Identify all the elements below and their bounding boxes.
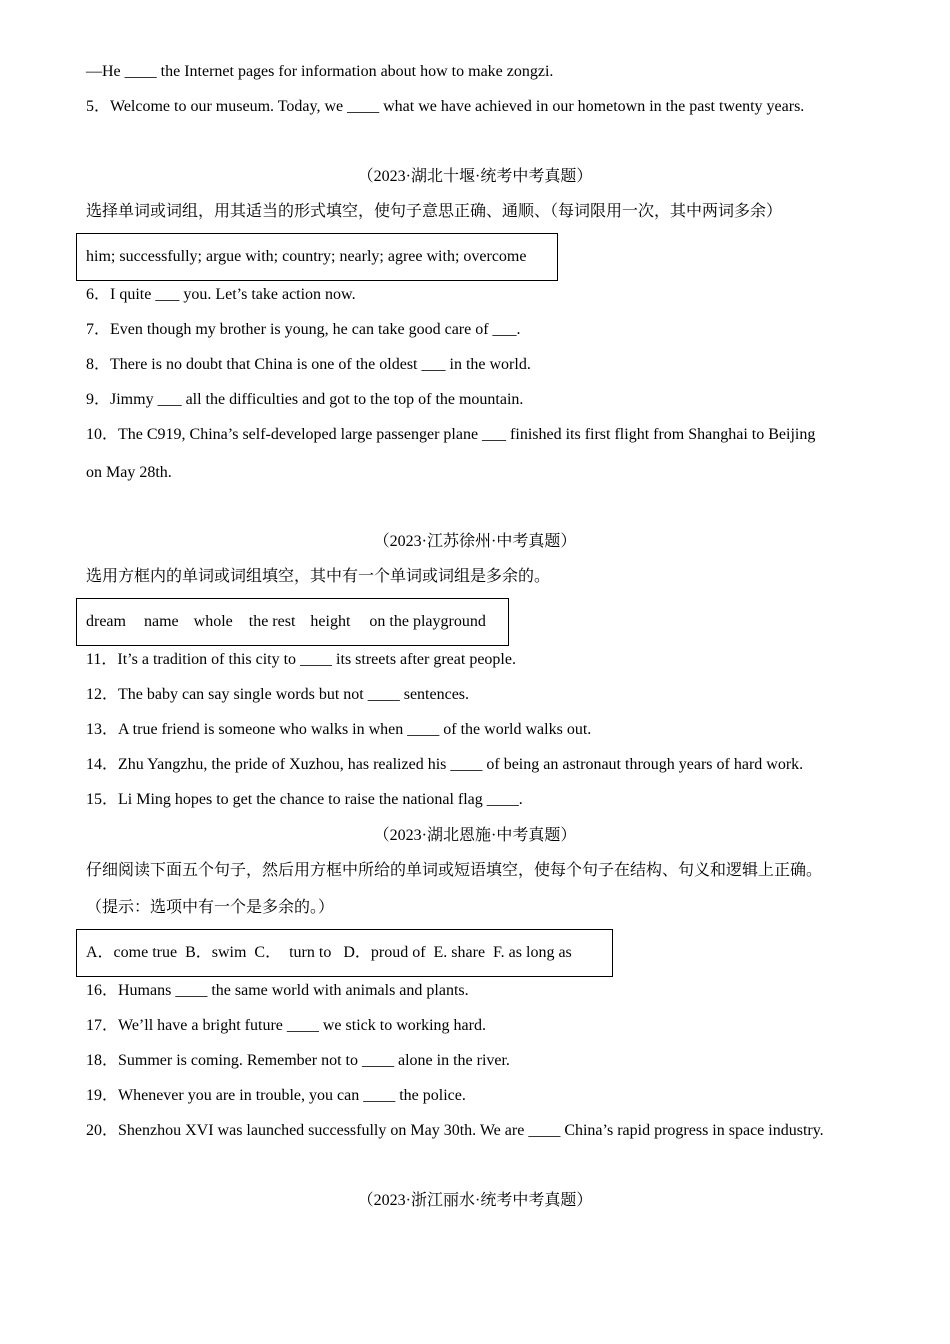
question-16: 16．Humans ____ the same world with animals and plants. <box>86 982 469 999</box>
box-word: name <box>143 613 179 630</box>
question-9: 9．Jimmy ___ all the difficulties and got to the top of the mountain. <box>86 391 524 408</box>
question-15: 15．Li Ming hopes to get the chance to raise the national flag ____. <box>86 791 523 808</box>
section1-word-box: him; successfully; argue with; country; nearly; agree with; overcome <box>76 233 558 281</box>
section1-source: （2023·湖北十堰·统考中考真题） <box>357 168 593 185</box>
box-word: dream <box>86 613 126 630</box>
question-18: 18．Summer is coming. Remember not to ____ alone in the river. <box>86 1052 510 1069</box>
question-17: 17．We’ll have a bright future ____ we stick to working hard. <box>86 1017 486 1034</box>
section3-instruction: 仔细阅读下面五个句子，然后用方框中所给的单词或短语填空，使每个句子在结构、句义和逻辑上正确。 <box>86 862 823 879</box>
question-10-cont: on May 28th. <box>86 464 172 481</box>
box-word: whole <box>193 613 233 630</box>
section2-instruction: 选用方框内的单词或词组填空，其中有一个单词或词组是多余的。 <box>86 568 551 585</box>
question-10: 10．The C919, China’s self-developed large passenger plane ___ finished its first flight from Shanghai to Beijing <box>86 426 816 443</box>
question-8: 8．There is no doubt that China is one of the oldest ___ in the world. <box>86 356 531 373</box>
box-word: on the playground <box>369 613 486 630</box>
question-line: —He ____ the Internet pages for information about how to make zongzi. <box>86 63 554 80</box>
section4-source: （2023·浙江丽水·统考中考真题） <box>357 1192 593 1209</box>
section3-option-box: A．come true B．swim C． turn to D．proud of E. share F. as long as <box>76 929 613 977</box>
question-7: 7．Even though my brother is young, he can take good care of ___. <box>86 321 521 338</box>
section3-hint: （提示：选项中有一个是多余的。） <box>86 899 335 916</box>
section2-word-box <box>76 598 509 646</box>
question-11: 11．It’s a tradition of this city to ____ its streets after great people. <box>86 651 516 668</box>
question-14: 14．Zhu Yangzhu, the pride of Xuzhou, has realized his ____ of being an astronaut through years of hard work. <box>86 756 804 773</box>
section2-source: （2023·江苏徐州·中考真题） <box>373 533 577 550</box>
section1-instruction: 选择单词或词组，用其适当的形式填空，使句子意思正确、通顺、（每词限用一次，其中两词多余） <box>86 203 783 220</box>
box-word: the rest <box>248 613 296 630</box>
box-word: height <box>310 613 351 630</box>
question-6: 6．I quite ___ you. Let’s take action now. <box>86 286 356 303</box>
question-13: 13．A true friend is someone who walks in when ____ of the world walks out. <box>86 721 592 738</box>
question-5: 5．Welcome to our museum. Today, we ____ what we have achieved in our hometown in the past twenty years. <box>86 98 805 115</box>
question-20: 20．Shenzhou XVI was launched successfully on May 30th. We are ____ China’s rapid progress in space industry. <box>86 1122 824 1139</box>
question-12: 12．The baby can say single words but not ____ sentences. <box>86 686 470 703</box>
section3-source: （2023·湖北恩施·中考真题） <box>373 827 577 844</box>
question-19: 19．Whenever you are in trouble, you can ____ the police. <box>86 1087 466 1104</box>
